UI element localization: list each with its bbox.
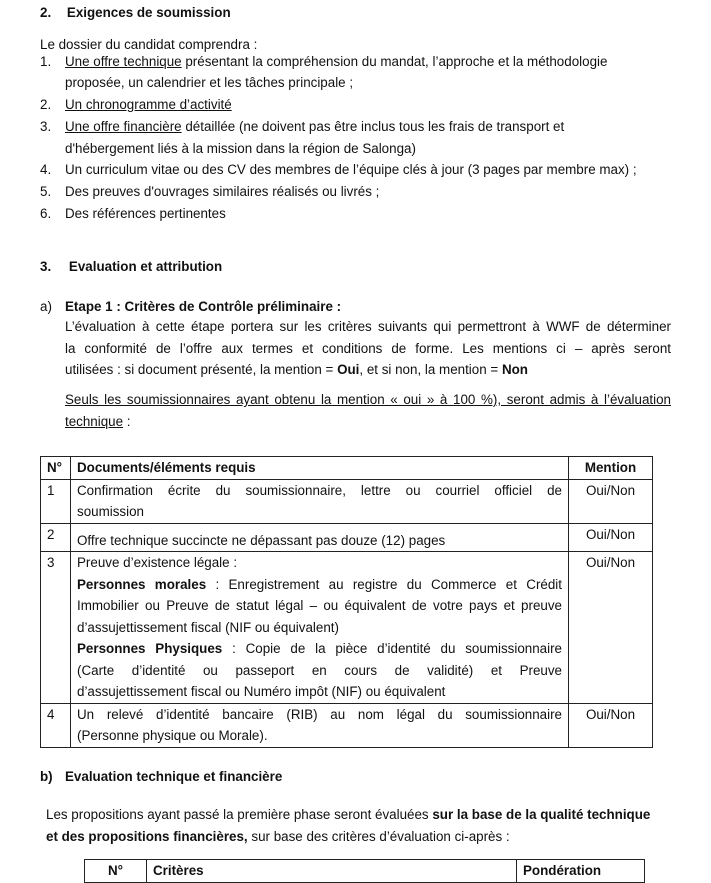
list-item: Une offre financière détaillée (ne doivent pas être inclus tous les frais de transport et	[65, 119, 565, 134]
section-number: 2.	[40, 5, 52, 20]
mention-value: Oui/Non	[569, 479, 653, 523]
mention-value: Oui/Non	[569, 523, 653, 552]
table-row: 2 Offre technique succincte ne dépassant pas douze (12) pages Oui/Non	[41, 523, 653, 552]
list-item: Une offre technique présentant la compréhension du mandat, l’approche et la méthodologie	[65, 54, 608, 69]
list-item-continuation: proposée, un calendrier et les tâches principale ;	[65, 75, 354, 90]
section-3-heading	[40, 256, 222, 278]
preliminary-criteria-table	[40, 456, 653, 748]
list-number: 3.	[40, 119, 52, 134]
list-number: 6.	[40, 206, 52, 221]
list-number: 4.	[40, 162, 52, 177]
table-row: 1 Confirmation écrite du soumissionnaire, lettre ou courriel officiel de soumission Oui/Non	[41, 479, 653, 523]
list-item: Des preuves d'ouvrages similaires réalisés ou livrés ;	[65, 184, 380, 199]
list-number: 5.	[40, 184, 52, 199]
list-item: Un curriculum vitae ou des CV des membres de l’équipe clés à jour (3 pages par membre max) ;	[65, 162, 637, 177]
step1-paragraph: L’évaluation à cette étape portera sur les critères suivants qui permettront à WWF de déterminer la conformité de l’offre aux termes et conditions de forme. Les mentions ci – après seront utilisées : si document présenté, la mention = Oui, et si non, la mention = Non	[65, 319, 671, 377]
table-header-row	[85, 860, 645, 883]
step1-admission-note: Seuls les soumissionnaires ayant obtenu la mention « oui » à 100 %), seront admis à l’évaluation technique :	[65, 392, 671, 429]
column-header: Critères	[147, 860, 517, 883]
list-number: 2.	[40, 97, 52, 112]
subsection-title: Etape 1 : Critères de Contrôle préliminaire :	[65, 299, 342, 314]
column-header: Mention	[569, 457, 653, 480]
column-header: N°	[85, 860, 147, 883]
column-header: Pondération	[517, 860, 645, 883]
list-item: Des références pertinentes	[65, 206, 226, 221]
section-title: Exigences de soumission	[66, 5, 231, 20]
table-row: 3 Preuve d’existence légale : Personnes morales : Enregistrement au registre du Commerce et Crédit Immobilier ou Preuve de statut légal – ou équivalent de votre pays et preuve d’assujettissement fiscal (NIF ou équivalent) Personnes Physiques : Copie de la pièce d’identité du soumissionnaire (Carte d’identité ou passeport en cours de validité) et Preuve d’assujettissement fiscal ou Numéro impôt (NIF) ou équivalent Oui/Non	[41, 552, 653, 704]
list-item: Un chronogramme d’activité	[65, 97, 232, 112]
section-number: 3.	[40, 259, 52, 274]
section-title: Evaluation et attribution	[68, 259, 223, 274]
evaluation-paragraph: Les propositions ayant passé la première phase seront évaluées sur la base de la qualité technique et des propositions financières, sur base des critères d’évaluation ci-après :	[46, 807, 651, 844]
table-header-row	[41, 457, 653, 480]
evaluation-criteria-table	[84, 859, 645, 883]
section-2-heading	[40, 2, 231, 24]
section-2-intro: Le dossier du candidat comprendra :	[40, 37, 258, 52]
list-number: 1.	[40, 54, 52, 69]
list-item-continuation: d'hébergement liés à la mission dans la région de Salonga)	[65, 141, 416, 156]
column-header: N°	[41, 457, 71, 480]
mention-value: Oui/Non	[569, 703, 653, 747]
column-header: Documents/éléments requis	[71, 457, 569, 480]
subsection-title: Evaluation technique et financière	[65, 769, 283, 784]
table-row: 4 Un relevé d’identité bancaire (RIB) au nom légal du soumissionnaire (Personne physique ou Morale). Oui/Non	[41, 703, 653, 747]
subsection-label: b)	[40, 769, 53, 784]
mention-value: Oui/Non	[569, 552, 653, 704]
subsection-label: a)	[40, 299, 52, 314]
